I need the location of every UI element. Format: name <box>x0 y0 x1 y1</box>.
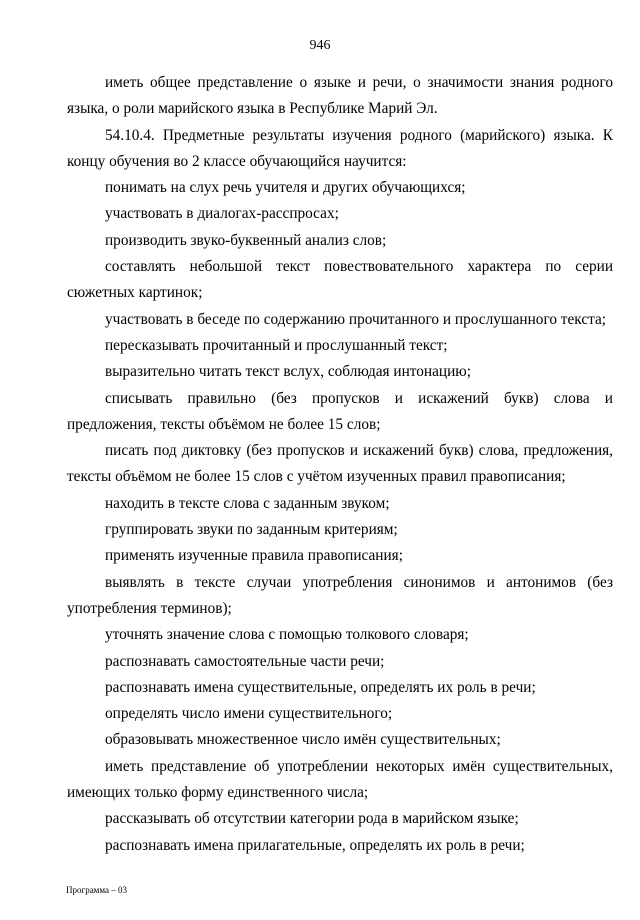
list-item: распознавать имена существительные, определять их роль в речи; <box>105 678 536 696</box>
list-item: распознавать самостоятельные части речи; <box>105 652 385 670</box>
list-item: применять изученные правила правописания; <box>105 547 403 565</box>
list-item: находить в тексте слова с заданным звуком; <box>105 494 390 512</box>
list-item: понимать на слух речь учителя и других обучающихся; <box>105 179 466 197</box>
page-number: 946 <box>309 38 331 53</box>
list-item: определять число имени существительного; <box>105 705 393 723</box>
list-item: группировать звуки по заданным критериям; <box>105 521 398 539</box>
page-body <box>67 70 613 859</box>
list-item: уточнять значение слова с помощью толкового словаря; <box>105 626 469 644</box>
list-item: рассказывать об отсутствии категории рода в марийском языке; <box>105 810 519 828</box>
list-item: составлять небольшой текст повествовательного характера по серии сюжетных картинок; <box>67 258 613 302</box>
list-item: списывать правильно (без пропусков и искажений букв) слова и предложения, тексты объёмом не более 15 слов; <box>67 389 613 433</box>
list-item: участвовать в диалогах-расспросах; <box>105 205 339 223</box>
list-item: образовывать множественное число имён существительных; <box>105 731 501 749</box>
list-item: распознавать имена прилагательные, определять их роль в речи; <box>105 836 525 854</box>
paragraph: 54.10.4. Предметные результаты изучения родного (марийского) языка. К концу обучения во 2 классе обучающийся научится: <box>67 126 613 170</box>
list-item: пересказывать прочитанный и прослушанный текст; <box>105 336 448 354</box>
paragraph: иметь общее представление о языке и речи, о значимости знания родного языка, о роли марийского языка в Республике Марий Эл. <box>67 74 613 118</box>
list-item: производить звуко-буквенный анализ слов; <box>105 231 387 249</box>
list-item: выразительно читать текст вслух, соблюдая интонацию; <box>105 363 471 381</box>
page-footer: Программа – 03 <box>66 885 128 895</box>
list-item: участвовать в беседе по содержанию прочитанного и прослушанного текста; <box>105 310 607 328</box>
list-item: выявлять в тексте случаи употребления синонимов и антонимов (без употребления терминов); <box>67 573 613 617</box>
list-item: иметь представление об употреблении некоторых имён существительных, имеющих только форму единственного числа; <box>67 757 613 802</box>
list-item: писать под диктовку (без пропусков и искажений букв) слова, предложения, тексты объёмом не более 15 слов с учётом изученных правил правописания; <box>67 442 613 486</box>
